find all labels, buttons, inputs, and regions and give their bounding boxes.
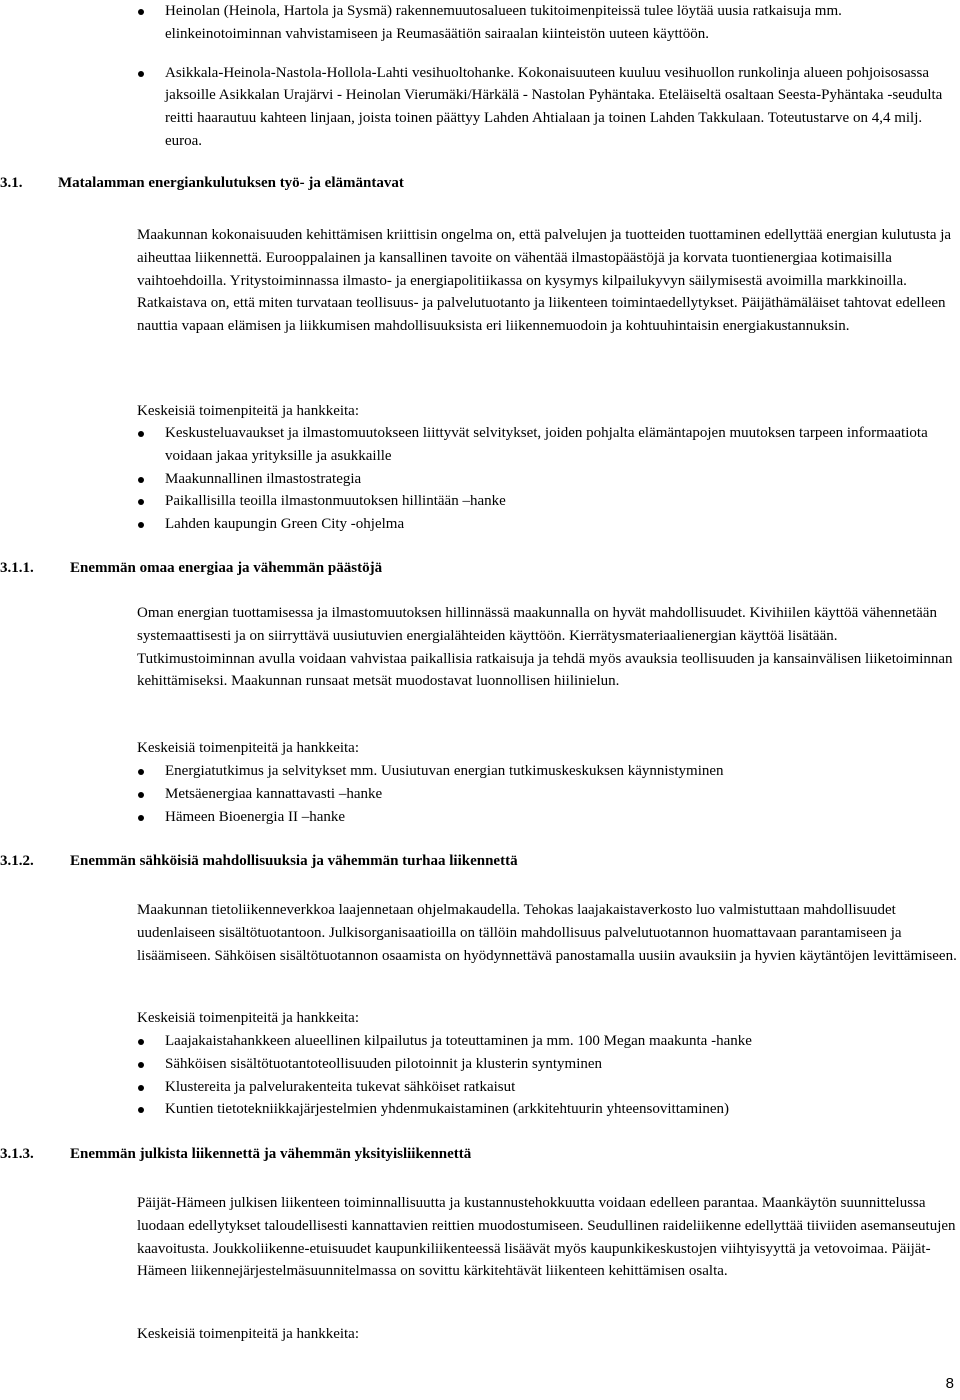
section-paragraph: Maakunnan tietoliikenneverkkoa laajennetaan ohjelmakaudella. Tehokas laajakaistaverkosto luo valmistuttaan mahdollisuudet uudenlaiseen sisältötuotantoon. Julkisorganisaatioilla on tällöin mahdollisuus palvelutuotannon huomattavaan parantamiseen ja lisäämiseen. Sähköisen sisältötuotannon osaamista on hyödynnettävä panostamalla uusiin avauksiin ja hyvien käytäntöjen levittämiseen. [137, 902, 957, 964]
section-number: 3.1.2. [0, 853, 34, 869]
section-paragraph: Maakunnan kokonaisuuden kehittämisen kriittisin ongelma on, että palvelujen ja tuotteiden tuottaminen edellyttää energian kulutusta ja aiheuttaa liikennettä. Eurooppalainen ja kansallinen tavoite on vähentää ilmastopäästöjä ja korvata tuontienergiaa kotimaisilla vaihtoehdoilla. Yritystoiminnassa ilmasto- ja energiapolitiikassa on kysymys kilpailukyvyn säilymisestä avoimilla markkinoilla. Ratkaistava on, että miten turvataan teollisuus- ja palvelutuotanto ja liikenteen toimintaedellytykset. Päijäthämäläiset tahtovat edelleen nauttia vapaan elämisen ja liikkumisen mahdollisuuksista eri liikennemuodoin ja kohtuuhintaisin energiakustannuksin. [137, 227, 952, 335]
measures-list [137, 760, 952, 828]
measures-list [137, 1030, 952, 1121]
measures-label: Keskeisiä toimenpiteitä ja hankkeita: [137, 1010, 360, 1026]
section-paragraph: Oman energian tuottamisessa ja ilmastomuutoksen hillinnässä maakunnalla on hyvät mahdollisuudet. Kivihiilen käyttöä vähennetään systemaattisesti ja on siirryttävä uusiutuvien energialähteiden käyttöön. Kierrätysmateriaalienergian käyttöä lisätään. Tutkimustoiminnan avulla voidaan vahvistaa paikallisia ratkaisuja ja tehdä myös avauksia teollisuuden ja kansainvälisen liiketoiminnan kehittämiseksi. Maakunnan runsaat metsät muodostavat luonnollisen hiilinielun. [137, 605, 953, 690]
top-bullet-list [137, 0, 952, 155]
list-item: Energiatutkimus ja selvitykset mm. Uusiutuvan energian tutkimuskeskuksen käynnistyminen [137, 760, 952, 783]
list-item: Sähköisen sisältötuotantoteollisuuden pilotoinnit ja klusterin syntyminen [137, 1053, 952, 1076]
list-item: Keskusteluavaukset ja ilmastomuutokseen liittyvät selvitykset, joiden pohjalta elämäntapojen muutoksen tarpeen informaatiota voidaan jakaa yrityksille ja asukkaille [137, 422, 952, 468]
list-item: Klustereita ja palvelurakenteita tukevat sähköiset ratkaisut [137, 1076, 952, 1099]
list-item: Paikallisilla teoilla ilmastonmuutoksen hillintään –hanke [137, 490, 952, 513]
section-number: 3.1.1. [0, 560, 34, 576]
section-paragraph: Päijät-Hämeen julkisen liikenteen toiminnallisuutta ja kustannustehokkuutta voidaan edelleen parantaa. Maankäytön suunnittelussa luodaan edellytykset taloudellisesti kannattavien reittien muodostumiseen. Seudullinen raideliikenne edellyttää tiiviiden asemanseutujen kaavoitusta. Joukkoliikenne-etuisuudet kaupunkiliikenteessä lisäävät myös kaupunkikeskustojen viihtyisyyttä ja vetovoimaa. Päijät-Hämeen liikennejärjestelmäsuunnitelmassa on sovittu kärkitehtävät liikenteen kehittämisen osalta. [137, 1195, 956, 1280]
section-number: 3.1.3. [0, 1146, 34, 1162]
measures-label: Keskeisiä toimenpiteitä ja hankkeita: [137, 740, 360, 756]
section-title: Enemmän sähköisiä mahdollisuuksia ja vähemmän turhaa liikennettä [70, 853, 518, 869]
list-item: Lahden kaupungin Green City -ohjelma [137, 513, 952, 536]
measures-label: Keskeisiä toimenpiteitä ja hankkeita: [137, 1326, 360, 1342]
section-number: 3.1. [0, 175, 23, 191]
list-item: Hämeen Bioenergia II –hanke [137, 806, 952, 829]
list-item: Metsäenergiaa kannattavasti –hanke [137, 783, 952, 806]
page-number: 8 [945, 1375, 954, 1393]
section-title: Enemmän omaa energiaa ja vähemmän päästöjä [70, 560, 383, 576]
list-item: Asikkala-Heinola-Nastola-Hollola-Lahti vesihuoltohanke. Kokonaisuuteen kuuluu vesihuollon runkolinja alueen pohjoisosassa jaksoille Asikkalan Urajärvi - Heinolan Vierumäki/Härkälä - Nastolan Pyhäntaka. Eteläiseltä osaltaan Seesta-Pyhäntaka -seudulta reitti haarautuu kahteen linjaan, joista toinen päättyy Lahden Ahtialaan ja toinen Lahden Takkulaan. Toteutustarve on 4,4 milj. euroa. [137, 62, 952, 153]
list-item: Laajakaistahankkeen alueellinen kilpailutus ja toteuttaminen ja mm. 100 Megan maakunta -hanke [137, 1030, 952, 1053]
section-title: Enemmän julkista liikennettä ja vähemmän yksityisliikennettä [70, 1146, 472, 1162]
measures-list [137, 422, 952, 536]
list-item: Heinolan (Heinola, Hartola ja Sysmä) rakennemuutosalueen tukitoimenpiteissä tulee löytää uusia ratkaisuja mm. elinkeinotoiminnan vahvistamiseen ja Reumasäätiön sairaalan kiinteistön uuteen käyttöön. [137, 0, 952, 46]
section-title: Matalamman energiankulutuksen työ- ja elämäntavat [58, 175, 404, 191]
list-item: Kuntien tietotekniikkajärjestelmien yhdenmukaistaminen (arkkitehtuurin yhteensovittaminen) [137, 1098, 952, 1121]
measures-label: Keskeisiä toimenpiteitä ja hankkeita: [137, 403, 360, 419]
list-item: Maakunnallinen ilmastostrategia [137, 468, 952, 491]
